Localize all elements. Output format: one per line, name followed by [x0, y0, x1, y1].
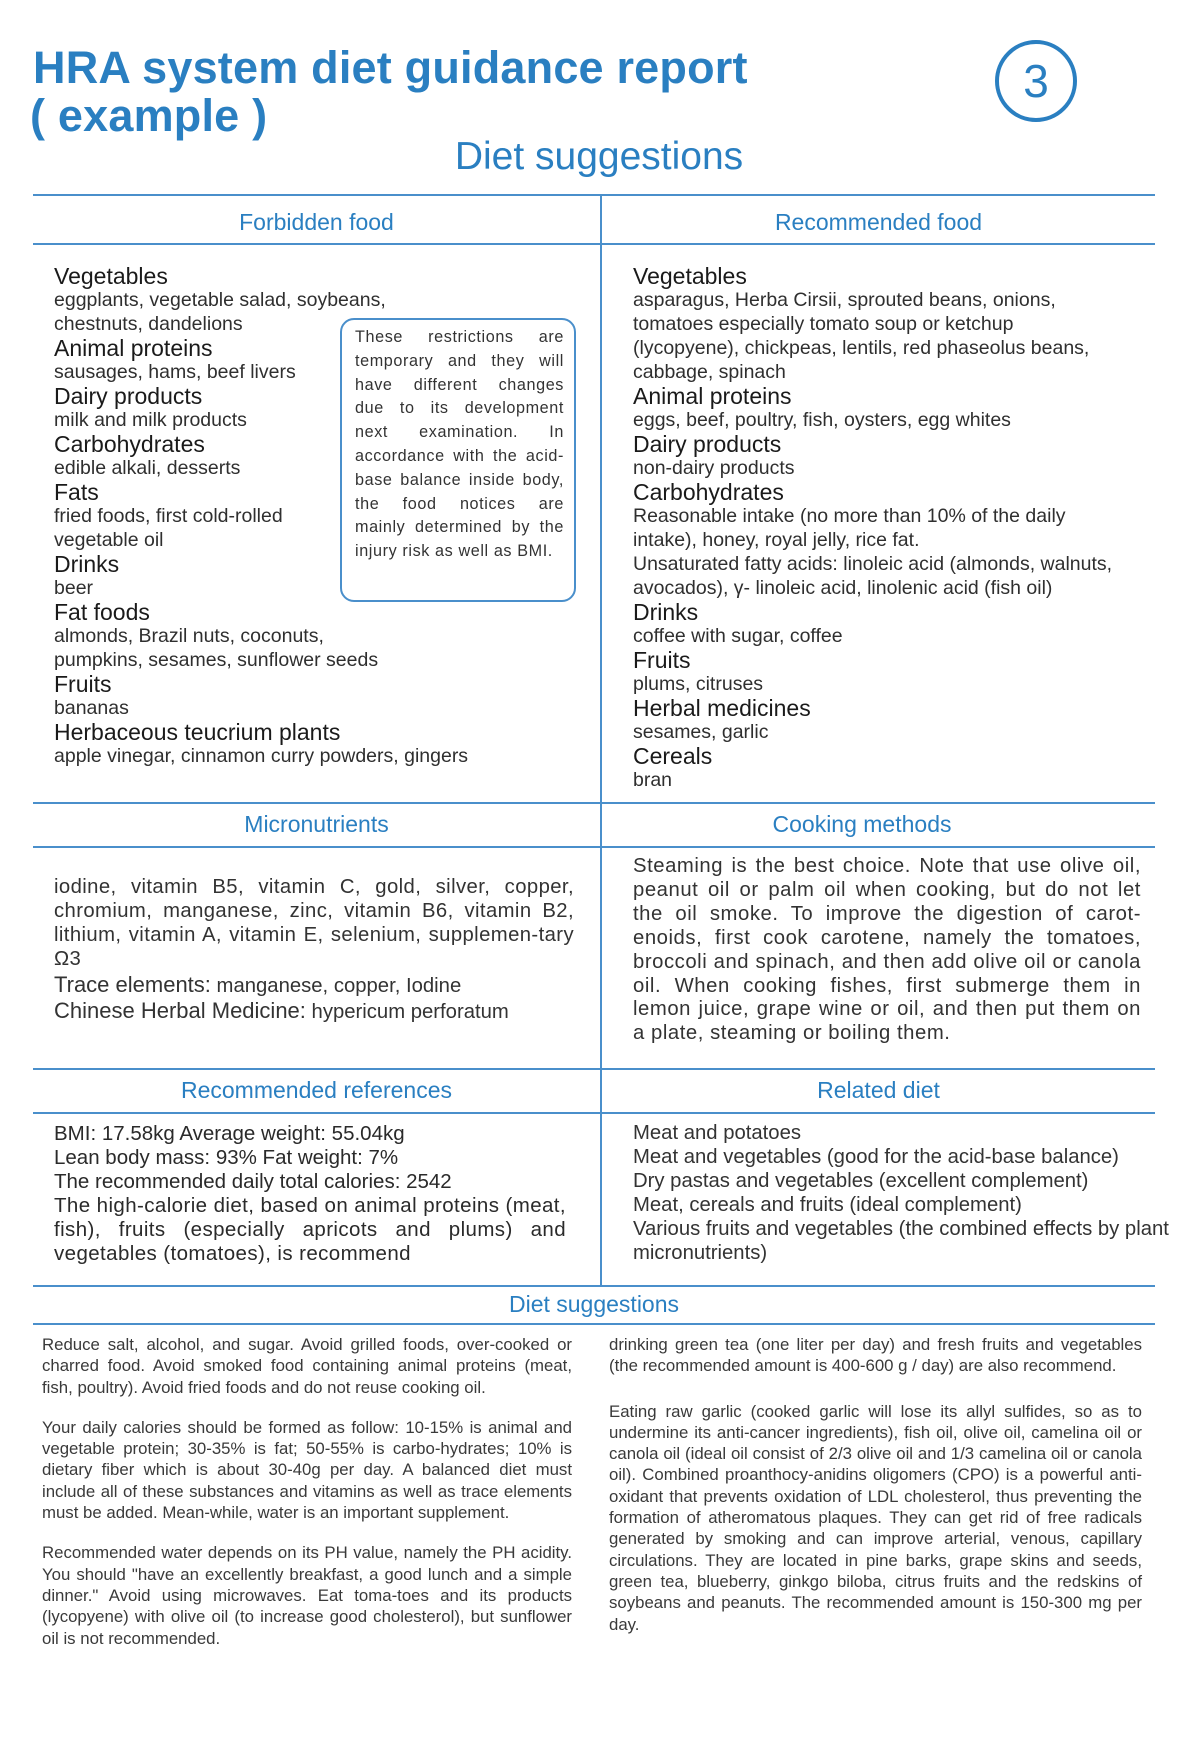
body-mass-line: Lean body mass: 93% Fat weight: 7% [54, 1146, 399, 1169]
diet-recommendation-line: The high-calorie diet, based on animal proteins (meat, fish), fruits (especially apricots and plums) and vegetables (tomatoes), is recommend [54, 1194, 566, 1265]
food-items: sesames, garlic [633, 721, 769, 743]
header-cooking-methods: Cooking methods [772, 811, 952, 837]
suggestion-paragraph: drinking green tea (one liter per day) and fresh fruits and vegetables (the recommended amount is 400-600 g / day) are also recommend. [609, 1335, 1142, 1376]
food-items: asparagus, Herba Cirsii, sprouted beans, onions, tomatoes especially tomato soup or ketchup (lycopyene), chickpeas, lentils, red phaseolus beans, cabbage, spinach [633, 289, 1090, 383]
herbal-medicine-label: Chinese Herbal Medicine: [54, 997, 306, 1023]
suggestion-paragraph: Your daily calories should be formed as follow: 10-15% is animal and vegetable protein; 30-35% is fat; 50-55% is carbo-hydrates; 10% is dietary fiber which is about 30-40g per day. A balanced diet must include all of these substances and vitamins as well as trace elements must be added. Mean-while, water is an important supplement. [42, 1417, 572, 1523]
column-divider [600, 194, 602, 1286]
report-title-line1: HRA system diet guidance report [33, 42, 748, 93]
rule-header-4 [33, 1323, 1155, 1325]
report-title-line2: ( example ) [30, 90, 268, 141]
suggestion-paragraph: Eating raw garlic (cooked garlic will lose its allyl sulfides, so as to undermine its anti-cancer ingredients), fish oil, olive oil, camelina oil or canola oil (ideal oil consist of 2/3 olive oil and 1/3 camelina oil or canola oil). Combined proanthocy-anidins oligomers (CPO) is a powerful anti-oxidant that prevents oxidation of LDL cholesterol, thus preventing the formation of atheromatous plaques. They can get rid of free radicals generated by smoking and can improve arterial, venous, capillary circulations. They are located in pine barks, grape skins and seeds, green tea, blueberry, ginkgo biloba, citrus fruits and the redskins of soybeans and peanuts. The recommended amount is 150-300 mg per day. [609, 1401, 1142, 1634]
food-category: Animal proteins [633, 383, 792, 409]
food-category: Fruits [54, 671, 112, 697]
suggestions-right-column [609, 1334, 1142, 1654]
food-items: non-dairy products [633, 457, 795, 479]
rule-header-3 [33, 1112, 1155, 1114]
trace-elements-label: Trace elements: [54, 971, 211, 997]
header-forbidden-food: Forbidden food [239, 209, 394, 235]
food-items: fried foods, first cold-rolled vegetable oil [54, 505, 283, 551]
food-items: edible alkali, desserts [54, 457, 241, 479]
page-subtitle-text: Diet suggestions [454, 135, 744, 178]
food-category: Herbal medicines [633, 695, 811, 721]
header-related-diet: Related diet [817, 1077, 940, 1103]
food-items: Reasonable intake (no more than 10% of the daily intake), honey, royal jelly, rice fat. Unsaturated fatty acids: linoleic acid (almonds, walnuts, avocados), γ- linoleic acid, linolenic acid (fish oil) [633, 505, 1113, 599]
food-category: Dairy products [633, 431, 782, 457]
restrictions-note: These restrictions are temporary and they will have different changes due to its development next examination. In accordance with the acid-base balance inside body, the food notices are mainly determined by the injury risk as well as BMI. [340, 318, 576, 602]
related-diet-list [633, 1122, 1173, 1265]
page-number-badge: 3 [995, 40, 1077, 122]
food-items: almonds, Brazil nuts, coconuts, pumpkins, sesames, sunflower seeds [54, 625, 379, 671]
food-category: Vegetables [54, 263, 168, 289]
cooking-methods-text: Steaming is the best choice. Note that use olive oil, peanut oil or palm oil when cooking, but do not let the oil smoke. To improve the digestion of carot-enoids, first cook carotene, namely the tomatoes, broccoli and spinach, and then add olive oil or canola oil. When cooking fishes, first submerge them in lemon juice, grape wine or oil, and then put them on a plate, steaming or boiling them. [633, 855, 1141, 1045]
food-category: Vegetables [633, 263, 747, 289]
herbal-medicine-line [54, 999, 574, 1025]
calories-line: The recommended daily total calories: 2542 [54, 1170, 452, 1193]
related-diet-item: Meat, cereals and fruits (ideal complement) [633, 1193, 1022, 1216]
herbal-medicine-value: hypericum perforatum [305, 1000, 509, 1023]
food-category: Fats [54, 479, 99, 505]
food-category: Drinks [54, 551, 120, 577]
suggestion-paragraph: Recommended water depends on its PH value, namely the PH acidity. You should "have an excellently breakfast, a good lunch and a simple dinner." Avoid using microwaves. Eat toma-toes and its products (lycopyene) with olive oil (to increase good cholesterol), but sunflower oil is not recommended. [42, 1543, 572, 1648]
bmi-line: BMI: 17.58kg Average weight: 55.04kg [54, 1122, 405, 1145]
micronutrients-block [54, 876, 574, 1024]
related-diet-item: Meat and potatoes [633, 1122, 802, 1144]
report-title [30, 42, 748, 141]
food-items: milk and milk products [54, 409, 247, 431]
rule-header-2 [33, 846, 1155, 848]
rule-top [33, 194, 1155, 196]
food-category: Drinks [633, 599, 699, 625]
related-diet-item: Meat and vegetables (good for the acid-base balance) [633, 1145, 1119, 1168]
header-diet-suggestions: Diet suggestions [508, 1291, 680, 1317]
food-category: Animal proteins [54, 335, 213, 361]
food-items: apple vinegar, cinnamon curry powders, gingers [54, 745, 469, 767]
trace-elements-line [54, 973, 574, 999]
food-items: bananas [54, 697, 129, 719]
food-category: Cereals [633, 743, 713, 769]
food-category: Fruits [633, 647, 691, 673]
recommended-food-list [633, 264, 1163, 792]
suggestion-paragraph: Reduce salt, alcohol, and sugar. Avoid grilled foods, over-cooked or charred food. Avoid smoked food containing animal proteins (meat, fish, poultry). Avoid fried foods and do not reuse cooking oil. [42, 1335, 572, 1397]
food-category: Dairy products [54, 383, 203, 409]
food-category: Fat foods [54, 599, 150, 625]
rule-section-2 [33, 802, 1155, 804]
food-items: plums, citruses [633, 673, 764, 695]
food-items: bran [633, 769, 673, 791]
rule-section-3 [33, 1068, 1155, 1070]
food-category: Herbaceous teucrium plants [54, 719, 341, 745]
food-category: Carbohydrates [633, 479, 784, 505]
rule-header-1 [33, 243, 1155, 245]
food-items: beer [54, 577, 94, 599]
header-micronutrients: Micronutrients [244, 811, 389, 837]
micronutrients-list: iodine, vitamin B5, vitamin C, gold, silver, copper, chromium, manganese, zinc, vitamin B6, vitamin B2, lithium, vitamin A, vitamin E, selenium, supplemen-tary Ω3 [54, 876, 574, 970]
page-subtitle [0, 135, 1200, 179]
food-items: coffee with sugar, coffee [633, 625, 843, 647]
food-category: Carbohydrates [54, 431, 205, 457]
related-diet-item: Various fruits and vegetables (the combined effects by plant micronutrients) [633, 1217, 1169, 1264]
food-items: eggs, beef, poultry, fish, oysters, egg whites [633, 409, 1011, 431]
suggestions-left-column [42, 1334, 572, 1668]
references-block [54, 1122, 566, 1266]
header-recommended-food: Recommended food [774, 209, 983, 235]
food-items: eggplants, vegetable salad, soybeans, chestnuts, dandelions [54, 289, 386, 335]
trace-elements-value: manganese, copper, Iodine [210, 974, 462, 997]
food-items: sausages, hams, beef livers [54, 361, 296, 383]
related-diet-item: Dry pastas and vegetables (excellent complement) [633, 1169, 1089, 1192]
header-recommended-references: Recommended references [180, 1077, 453, 1103]
